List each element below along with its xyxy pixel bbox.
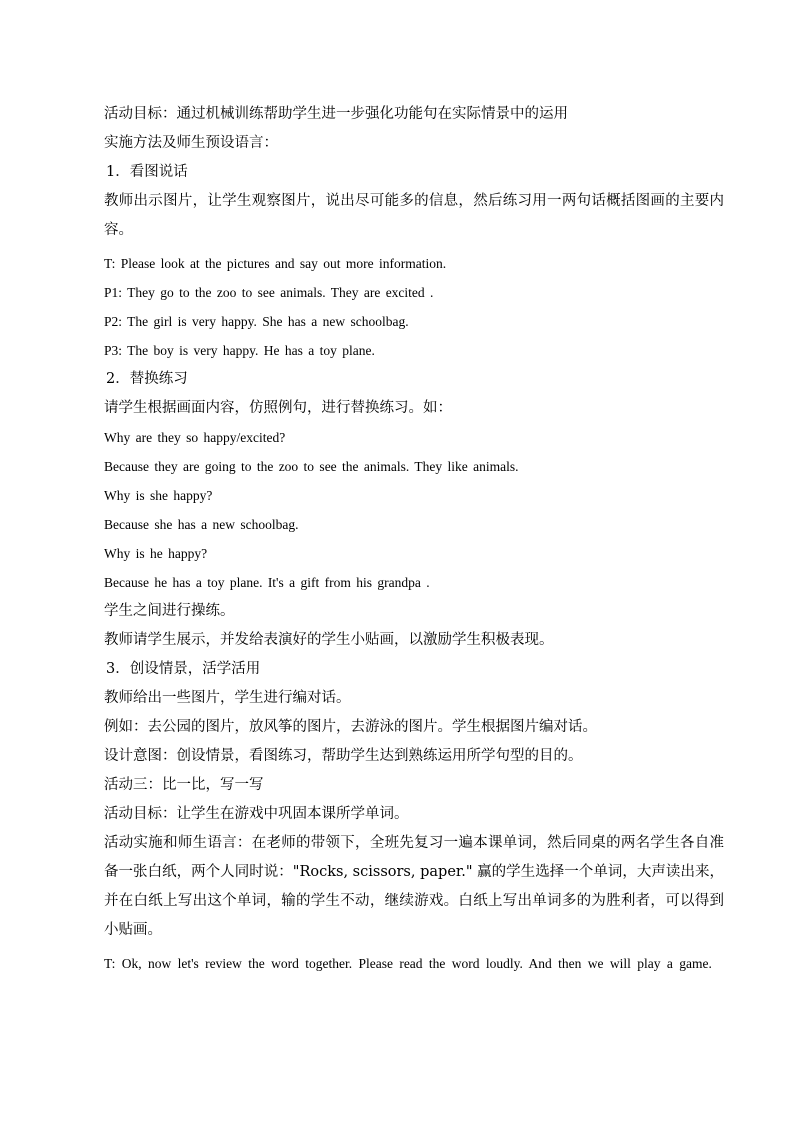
design-intent-line: 设计意图：创设情景，看图练习，帮助学生达到熟练运用所学句型的目的。 [104, 748, 583, 764]
activity-3-heading: 活动三：比一比，写一写 [104, 777, 264, 793]
section-2-instruction: 请学生根据画面内容，仿照例句，进行替换练习。如： [104, 400, 452, 416]
example-question-2: Why is she happy? [104, 488, 213, 503]
example-answer-1: Because they are going to the zoo to see the animals. They like animals. [104, 459, 519, 474]
dialogue-p3-line: P3: The boy is very happy. He has a toy plane. [104, 343, 375, 358]
activity-3-paragraph: 活动实施和师生语言：在老师的带领下，全班先复习一遍本课单词，然后同桌的两名学生各自准备一张白纸，两个人同时说："Rocks, scissors, paper." 赢的学生选择一个单词，大声读出来，并在白纸上写出这个单词，输的学生不动，继续游戏。白纸上写出单词多的为胜利者，可以得到小贴画。 [104, 835, 724, 938]
teacher-instruction-line: T: Ok, now let's review the word together. Please read the word loudly. And then we will play a game. [104, 956, 712, 971]
activity-goal-line: 活动目标：通过机械训练帮助学生进一步强化功能句在实际情景中的运用 [104, 106, 568, 122]
dialogue-p2-line: P2: The girl is very happy. She has a new schoolbag. [104, 314, 409, 329]
section-3-instruction: 教师给出一些图片，学生进行编对话。 [104, 690, 351, 706]
method-heading: 实施方法及师生预设语言： [104, 135, 278, 151]
activity-3-goal: 活动目标：让学生在游戏中巩固本课所学单词。 [104, 806, 409, 822]
example-question-1: Why are they so happy/excited? [104, 430, 286, 445]
section-1-paragraph: 教师出示图片，让学生观察图片，说出尽可能多的信息，然后练习用一两句话概括图画的主要内容。 [104, 193, 724, 238]
section-2-heading: 2．替换练习 [106, 371, 188, 387]
reward-line: 教师请学生展示，并发给表演好的学生小贴画，以激励学生积极表现。 [104, 632, 554, 648]
dialogue-teacher-line: T: Please look at the pictures and say out more information. [104, 256, 447, 271]
dialogue-p1-line: P1: They go to the zoo to see animals. They are excited . [104, 285, 434, 300]
section-3-example: 例如：去公园的图片，放风筝的图片，去游泳的图片。学生根据图片编对话。 [104, 719, 597, 735]
practice-line: 学生之间进行操练。 [104, 603, 235, 619]
section-3-heading: 3．创设情景，活学活用 [106, 661, 261, 677]
section-1-heading: 1．看图说话 [106, 164, 188, 180]
example-answer-2: Because she has a new schoolbag. [104, 517, 299, 532]
example-question-3: Why is he happy? [104, 546, 208, 561]
document-page [104, 100, 724, 978]
example-answer-3: Because he has a toy plane. It's a gift from his grandpa . [104, 575, 430, 590]
